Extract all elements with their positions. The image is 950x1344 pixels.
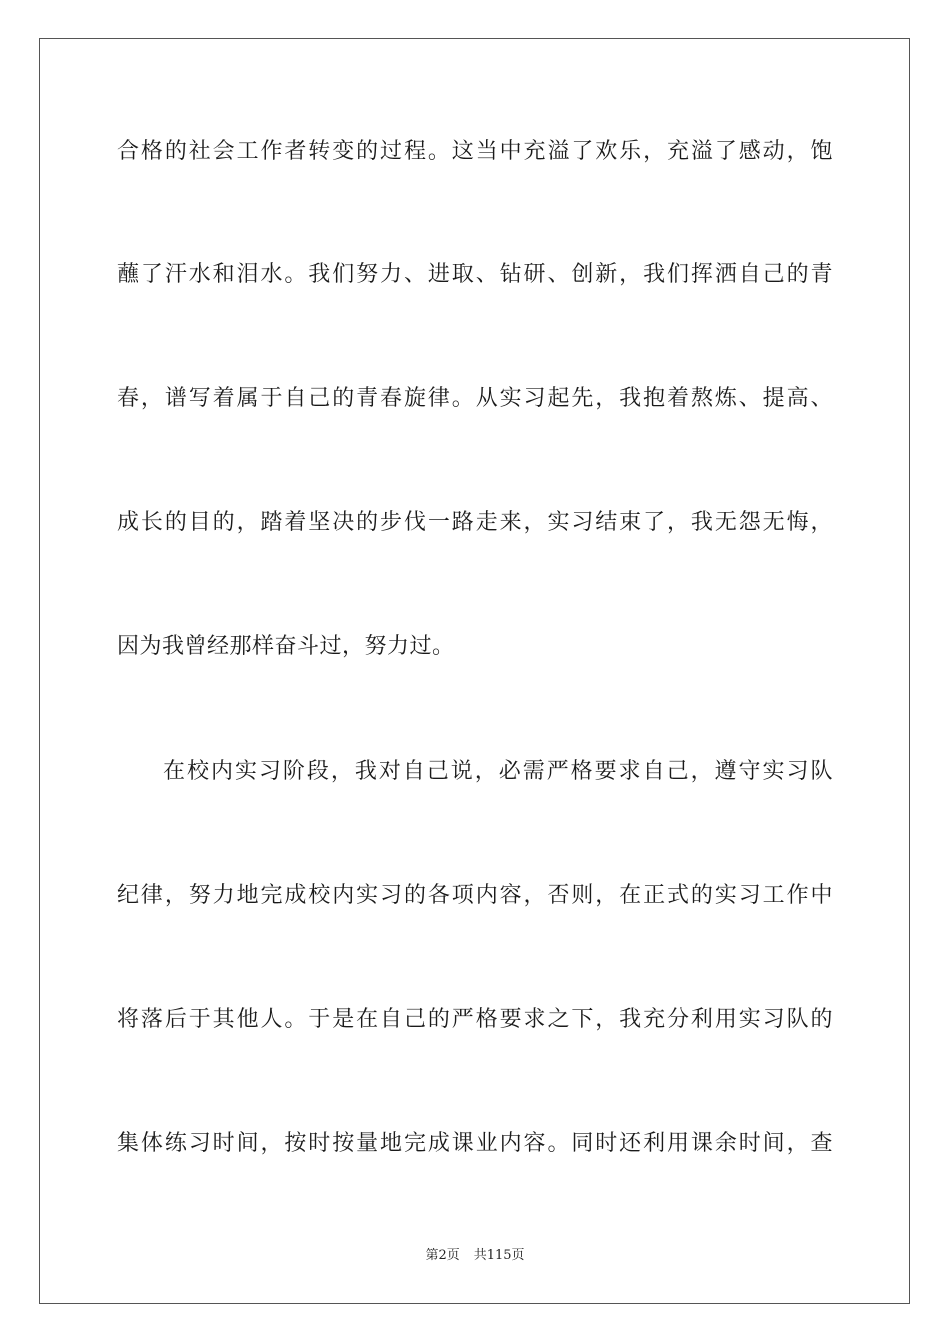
- page-frame: [39, 38, 910, 1304]
- paragraph-line: 集体练习时间，按时按量地完成课业内容。同时还利用课余时间，查: [117, 1131, 833, 1156]
- paragraph-line: 将落后于其他人。于是在自己的严格要求之下，我充分利用实习队的: [117, 1007, 833, 1032]
- paragraph-line: 春，谱写着属于自己的青春旋律。从实习起先，我抱着熬炼、提高、: [117, 386, 833, 411]
- paragraph-line: 因为我曾经那样奋斗过，努力过。: [117, 634, 455, 659]
- paragraph-line: 成长的目的，踏着坚决的步伐一路走来，实习结束了，我无怨无悔，: [117, 510, 833, 535]
- paragraph-line: 纪律，努力地完成校内实习的各项内容，否则，在正式的实习工作中: [117, 883, 833, 908]
- page-total: 共115页: [473, 1248, 525, 1263]
- paragraph-line: 在校内实习阶段，我对自己说，必需严格要求自己，遵守实习队: [163, 759, 833, 784]
- page-number: 第2页: [425, 1248, 460, 1263]
- page-footer: [0, 1247, 950, 1265]
- paragraph-line: 蘸了汗水和泪水。我们努力、进取、钻研、创新，我们挥洒自己的青: [117, 262, 833, 287]
- paragraph-line: 合格的社会工作者转变的过程。这当中充溢了欢乐，充溢了感动，饱: [117, 139, 833, 164]
